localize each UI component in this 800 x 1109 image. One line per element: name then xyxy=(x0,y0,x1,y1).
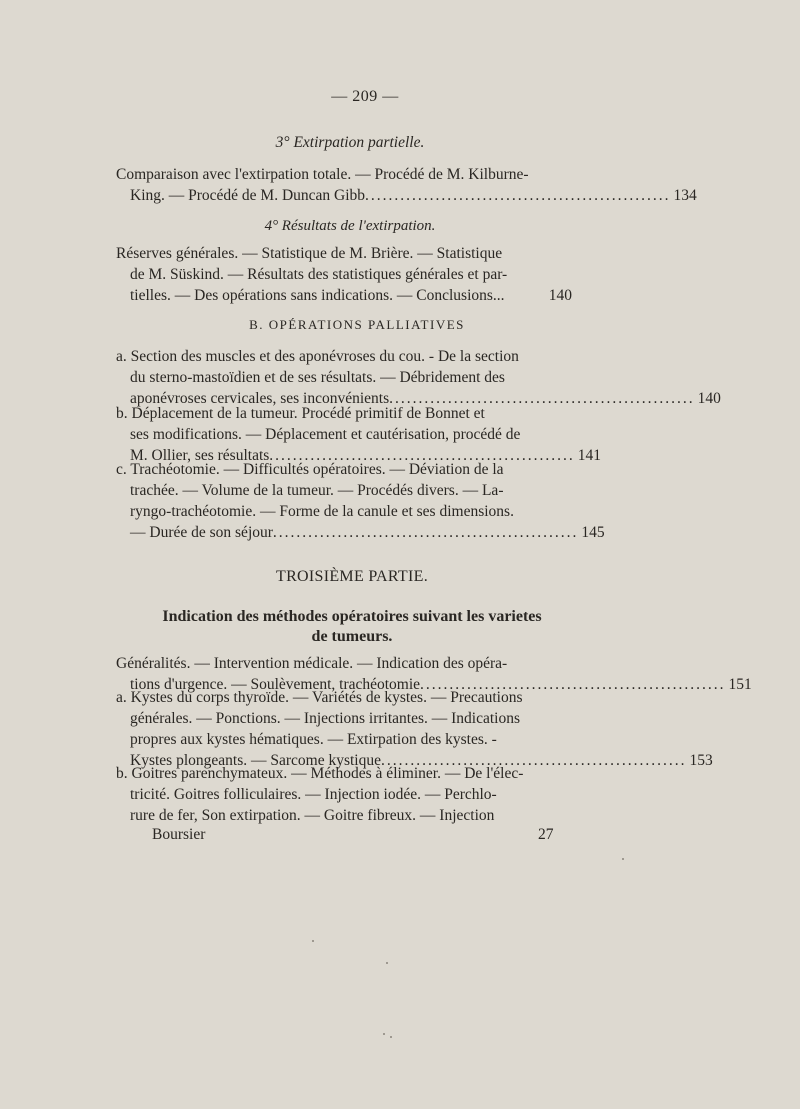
toc-entry-partial-extirpation xyxy=(116,164,697,206)
entry-line: Généralités. — Intervention médicale. — Indication des opéra- xyxy=(116,655,508,672)
entry-line: du sterno-mastoïdien et de ses résultats. — Débridement des xyxy=(130,369,505,386)
paper-speck xyxy=(386,962,388,964)
entry-line: Kystes plongeants. — Sarcome kystique .................................................... 153 xyxy=(130,752,713,769)
page-ref: 140 xyxy=(548,287,572,304)
entry-line: M. Ollier, ses résultats .................................................... 141 xyxy=(130,447,602,464)
entry-line: a. Section des muscles et des aponévroses du cou. - De la section xyxy=(116,348,519,365)
entry-line: King. — Procédé de M. Duncan Gibb .................................................... 134 xyxy=(130,187,697,204)
page-ref: 134 xyxy=(673,187,697,204)
toc-entry-displacement xyxy=(116,403,602,466)
entry-line: Comparaison avec l'extirpation totale. — Procédé de M. Kilburne- xyxy=(116,166,529,183)
entry-line: a. Kystes du corps thyroïde. — Variétés de kystes. — Precautions xyxy=(116,689,523,706)
entry-line: tielles. — Des opérations sans indications. — Conclusions... 140 xyxy=(130,287,572,304)
entry-line: c. Trachéotomie. — Difficultés opératoires. — Déviation de la xyxy=(116,461,504,478)
page-ref: 140 xyxy=(697,390,721,407)
toc-entry-cysts xyxy=(116,687,713,771)
entry-line: de M. Süskind. — Résultats des statistiques générales et par- xyxy=(130,266,508,283)
section-heading-results: 4° Résultats de l'extirpation. xyxy=(264,218,436,234)
entry-line: b. Déplacement de la tumeur. Procédé primitif de Bonnet et xyxy=(116,405,485,422)
entry-line: — Durée de son séjour .................................................... 145 xyxy=(130,524,605,541)
part-subtitle-line-2: de tumeurs. xyxy=(311,628,393,645)
printer-signature: Boursier xyxy=(152,826,206,843)
page-ref: 141 xyxy=(577,447,602,464)
page-ref: 153 xyxy=(689,752,713,769)
entry-line: aponévroses cervicales, ses inconvénients .................................................... 140 xyxy=(130,390,721,407)
part-subtitle-line-1: Indication des méthodes opératoires suivant les varietes xyxy=(162,608,542,625)
entry-line: ryngo-trachéotomie. — Forme de la canule et ses dimensions. xyxy=(130,503,514,520)
paper-speck xyxy=(312,940,314,942)
paper-speck xyxy=(622,858,624,860)
toc-entry-results xyxy=(116,243,572,306)
section-heading-partial-extirpation: 3° Extirpation partielle. xyxy=(275,134,425,151)
page-ref: 145 xyxy=(581,524,605,541)
toc-entry-goitres xyxy=(116,763,572,826)
entry-line: ses modifications. — Déplacement et cautérisation, procédé de xyxy=(130,426,521,443)
page-number: — 209 — xyxy=(331,88,399,105)
entry-line: tricité. Goitres folliculaires. — Injection iodée. — Perchlo- xyxy=(130,786,497,803)
section-heading-palliative: B. OPÉRATIONS PALLIATIVES xyxy=(249,317,465,332)
entry-line: propres aux kystes hématiques. — Extirpation des kystes. - xyxy=(130,731,497,748)
toc-entry-tracheotomy xyxy=(116,459,605,543)
paper-speck xyxy=(390,1036,392,1038)
entry-line: générales. — Ponctions. — Injections irritantes. — Indications xyxy=(130,710,520,727)
entry-line: rure de fer, Son extirpation. — Goitre fibreux. — Injection xyxy=(130,807,495,824)
entry-line: trachée. — Volume de la tumeur. — Procédés divers. — La- xyxy=(130,482,504,499)
entry-line: Réserves générales. — Statistique de M. Brière. — Statistique xyxy=(116,245,503,262)
page-ref: 151 xyxy=(728,676,752,693)
entry-line: tions d'urgence. — Soulèvement, trachéotomie .................................................... 151 xyxy=(130,676,752,693)
entry-line: b. Goitres parenchymateux. — Méthodes à éliminer. — De l'élec- xyxy=(116,765,524,782)
paper-speck xyxy=(383,1033,385,1035)
part-title: TROISIÈME PARTIE. xyxy=(276,568,428,585)
toc-entry-section-muscles xyxy=(116,346,721,409)
sheet-number: 27 xyxy=(538,826,554,843)
